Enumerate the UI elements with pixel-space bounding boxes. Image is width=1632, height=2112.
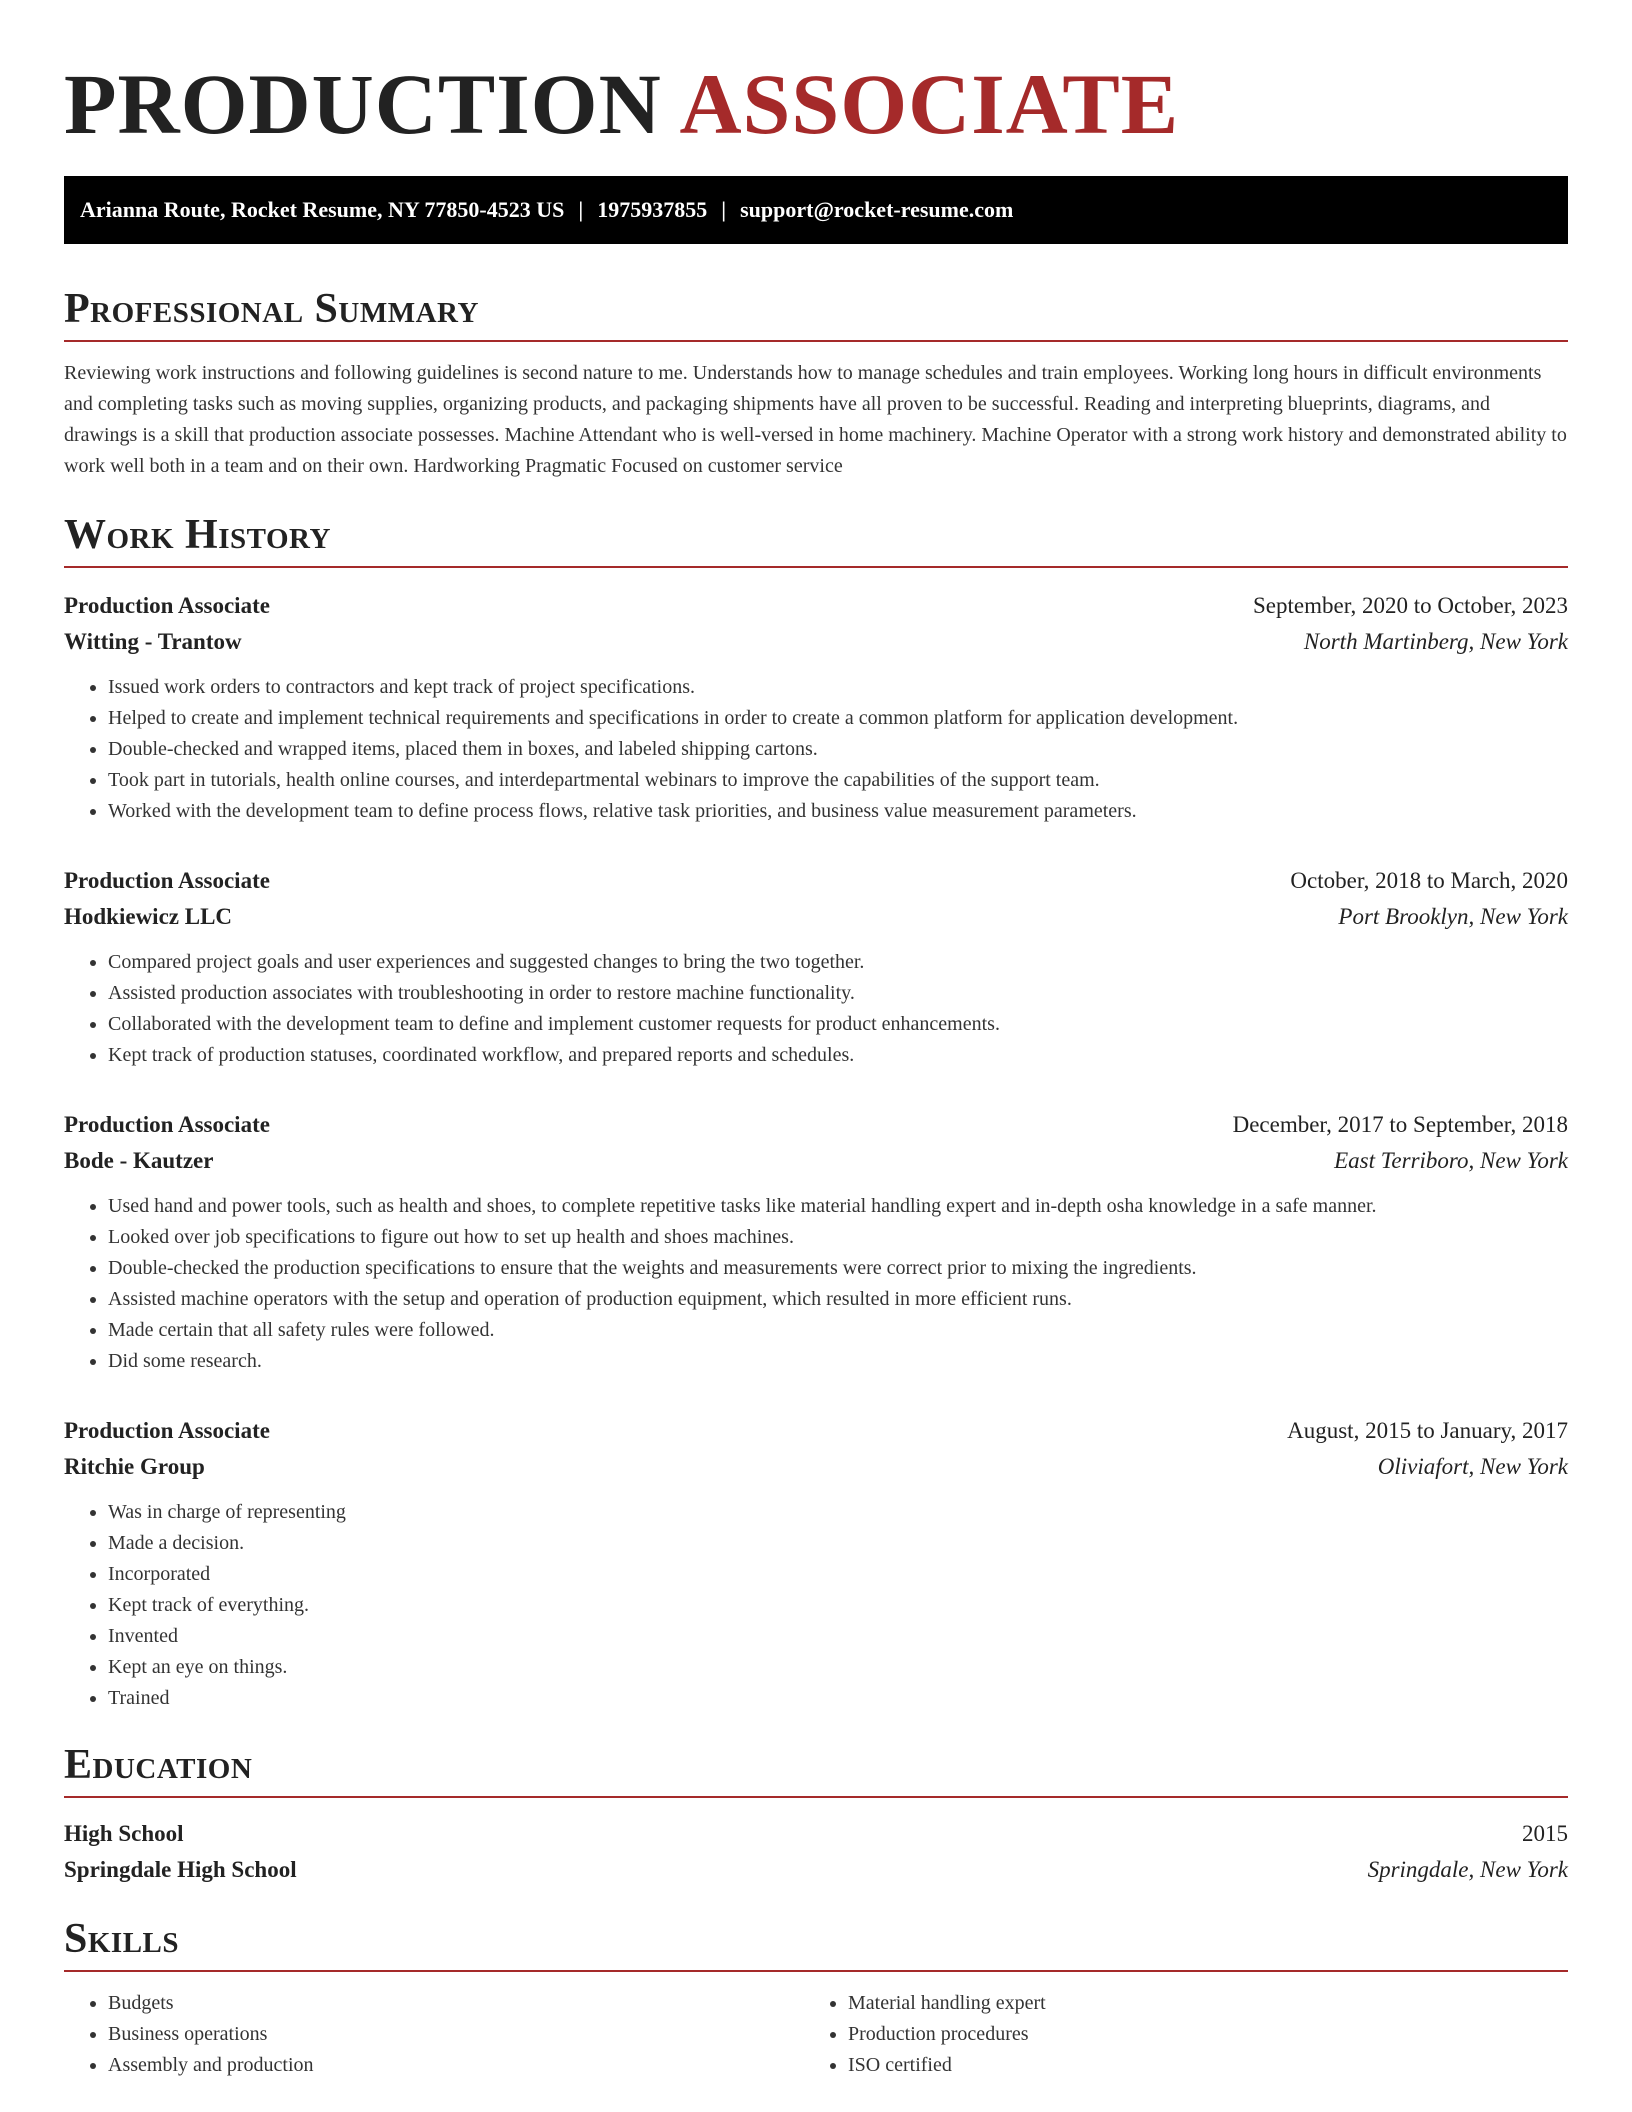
- job-location: Oliviafort, New York: [1377, 1454, 1568, 1479]
- education-degree: High School: [64, 1821, 184, 1846]
- job-bullet: • Trained: [108, 1683, 1568, 1714]
- section-divider: [64, 340, 1568, 342]
- skill-item: • ISO certified: [848, 2050, 1544, 2081]
- job-company: Bode - Kautzer: [64, 1148, 214, 1173]
- job-bullet: • Made certain that all safety rules were followed.: [108, 1315, 1568, 1346]
- job-location: North Martinberg, New York: [1303, 629, 1568, 654]
- summary-heading: Professional Summary: [64, 286, 479, 332]
- contact-separator: |: [578, 197, 584, 222]
- job-bullet: • Kept track of everything.: [108, 1590, 1568, 1621]
- contact-address: Arianna Route, Rocket Resume, NY 77850-4523 US: [80, 197, 565, 222]
- education-school: Springdale High School: [64, 1857, 297, 1882]
- skills-column-left: [64, 1988, 804, 2081]
- job-bullet: • Incorporated: [108, 1559, 1568, 1590]
- job-bullet: • Made a decision.: [108, 1528, 1568, 1559]
- job-dates: October, 2018 to March, 2020: [1290, 868, 1568, 893]
- job-bullets: [64, 1497, 1568, 1714]
- job-entry: [64, 1413, 1568, 1714]
- resume-page: [64, 0, 1568, 2081]
- job-bullet: • Kept track of production statuses, coordinated workflow, and prepared reports and schedules.: [108, 1040, 1568, 1071]
- skills-column-right: [804, 1988, 1544, 2081]
- education-location: Springdale, New York: [1367, 1857, 1568, 1882]
- job-bullet: • Assisted production associates with troubleshooting in order to restore machine functionality.: [108, 978, 1568, 1009]
- job-location: East Terriboro, New York: [1334, 1148, 1568, 1173]
- skill-item: • Material handling expert: [848, 1988, 1544, 2019]
- job-bullets: [64, 1191, 1568, 1377]
- job-bullets: [64, 672, 1568, 827]
- job-bullet: • Was in charge of representing: [108, 1497, 1568, 1528]
- job-bullet: • Double-checked the production specifications to ensure that the weights and measurements were correct prior to mixing the ingredients.: [108, 1253, 1568, 1284]
- contact-phone[interactable]: 1975937855: [597, 197, 708, 222]
- job-title: Production Associate: [64, 1418, 270, 1443]
- job-title: Production Associate: [64, 868, 270, 893]
- job-company: Hodkiewicz LLC: [64, 904, 233, 929]
- job-bullet: • Did some research.: [108, 1346, 1568, 1377]
- job-dates: August, 2015 to January, 2017: [1287, 1418, 1568, 1443]
- resume-title: [64, 0, 1568, 152]
- job-entry: [64, 1107, 1568, 1377]
- education-year: 2015: [1522, 1821, 1568, 1846]
- contact-bar: [64, 176, 1568, 244]
- title-accent-word: ASSOCIATE: [679, 56, 1180, 152]
- job-bullet: • Worked with the development team to define process flows, relative task priorities, and business value measurement parameters.: [108, 796, 1568, 827]
- job-entry: [64, 863, 1568, 1071]
- work-history-heading: Work History: [64, 512, 331, 558]
- job-bullet: • Double-checked and wrapped items, placed them in boxes, and labeled shipping cartons.: [108, 734, 1568, 765]
- section-divider: [64, 1970, 1568, 1972]
- skill-item: • Production procedures: [848, 2019, 1544, 2050]
- title-first-word: PRODUCTION: [64, 56, 662, 152]
- skills-heading: Skills: [64, 1916, 180, 1962]
- job-dates: December, 2017 to September, 2018: [1232, 1112, 1568, 1137]
- job-bullet: • Took part in tutorials, health online courses, and interdepartmental webinars to improve the capabilities of the support team.: [108, 765, 1568, 796]
- job-bullet: • Compared project goals and user experiences and suggested changes to bring the two together.: [108, 947, 1568, 978]
- job-bullet: • Kept an eye on things.: [108, 1652, 1568, 1683]
- job-bullet: • Used hand and power tools, such as health and shoes, to complete repetitive tasks like material handling expert and in-depth osha knowledge in a safe manner.: [108, 1191, 1568, 1222]
- job-bullet: • Assisted machine operators with the setup and operation of production equipment, which resulted in more efficient runs.: [108, 1284, 1568, 1315]
- skill-item: • Business operations: [108, 2019, 804, 2050]
- skills-list: [64, 1988, 1568, 2081]
- job-bullet: • Looked over job specifications to figure out how to set up health and shoes machines.: [108, 1222, 1568, 1253]
- job-dates: September, 2020 to October, 2023: [1253, 593, 1568, 618]
- job-location: Port Brooklyn, New York: [1338, 904, 1568, 929]
- job-entry: [64, 588, 1568, 827]
- contact-separator: |: [721, 197, 727, 222]
- job-company: Witting - Trantow: [64, 629, 242, 654]
- job-title: Production Associate: [64, 593, 270, 618]
- job-title: Production Associate: [64, 1112, 270, 1137]
- job-bullet: • Invented: [108, 1621, 1568, 1652]
- job-bullet: • Collaborated with the development team to define and implement customer requests for product enhancements.: [108, 1009, 1568, 1040]
- job-company: Ritchie Group: [64, 1454, 205, 1479]
- education-entry: [64, 1816, 1568, 1888]
- skill-item: • Budgets: [108, 1988, 804, 2019]
- contact-email[interactable]: support@rocket-resume.com: [740, 197, 1014, 222]
- education-heading: Education: [64, 1742, 253, 1788]
- job-bullet: • Helped to create and implement technical requirements and specifications in order to create a common platform for application development.: [108, 703, 1568, 734]
- job-bullets: [64, 947, 1568, 1071]
- job-bullet: • Issued work orders to contractors and kept track of project specifications.: [108, 672, 1568, 703]
- section-divider: [64, 1796, 1568, 1798]
- summary-text: Reviewing work instructions and following guidelines is second nature to me. Understands how to manage schedules and train employees. Working long hours in difficult environments and completing tasks such as moving supplies, organizing products, and packaging shipments have all proven to be successful. Reading and interpreting blueprints, diagrams, and drawings is a skill that production associate possesses. Machine Attendant who is well-versed in home machinery. Machine Operator with a strong work history and demonstrated ability to work well both in a team and on their own. Hardworking Pragmatic Focused on customer service: [64, 362, 1567, 477]
- section-divider: [64, 566, 1568, 568]
- skill-item: • Assembly and production: [108, 2050, 804, 2081]
